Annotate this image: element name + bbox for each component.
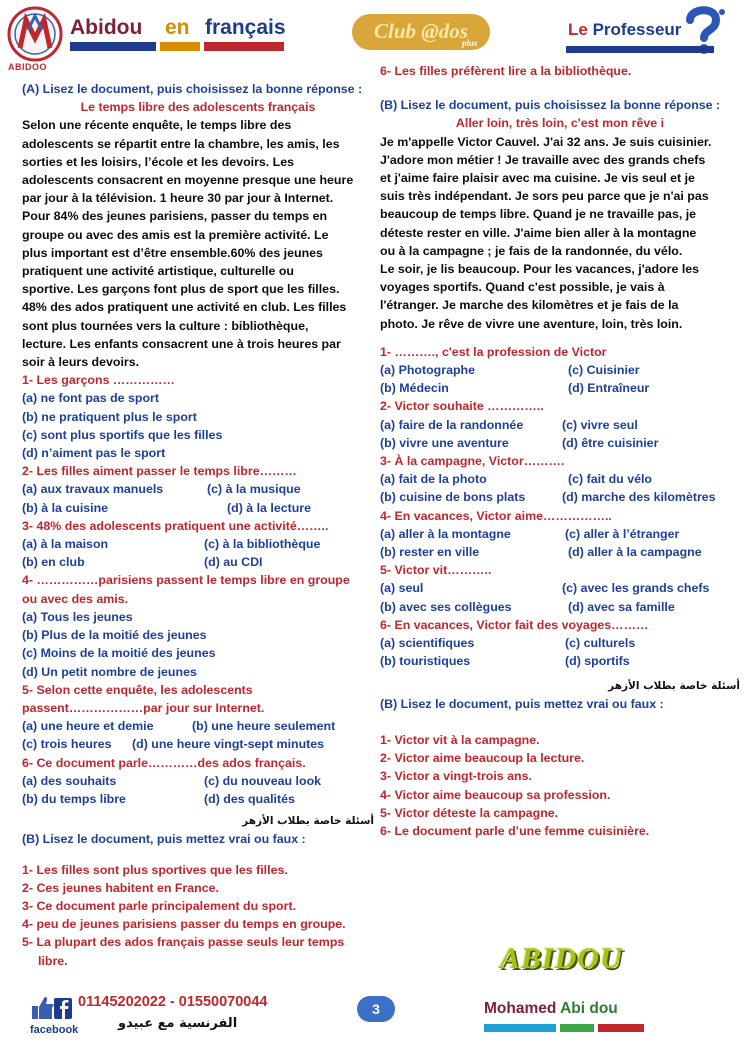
option-row [380, 361, 740, 379]
vf-item: 5- La plupart des ados français passe seuls leur temps [22, 935, 345, 950]
option[interactable]: (d) sportifs [565, 654, 630, 669]
option[interactable]: (a) Tous les jeunes [22, 609, 133, 624]
vf-item: 1- Victor vit à la campagne. [380, 732, 540, 747]
vf-item: 6- Le document parle d’une femme cuisinière. [380, 823, 650, 838]
option-row [380, 543, 740, 561]
text-line: adolescents consacrent en moyenne presque une heure [22, 173, 354, 188]
option[interactable]: (c) aller à l’étranger [565, 526, 680, 541]
option-row [380, 470, 740, 488]
prof-name: Professeur [592, 20, 682, 39]
option-row [380, 525, 740, 543]
phone-numbers: 01145202022 - 01550070044 [78, 994, 268, 1010]
brand-bar-red [204, 42, 284, 51]
text-line: beaucoup de temps libre. Quand je ne travaille pas, je [380, 207, 697, 222]
option-row [22, 553, 374, 571]
question-a3: 3- 48% des adolescents pratiquent une activité…….. [22, 518, 329, 533]
option[interactable]: (a) seul [380, 581, 424, 596]
option[interactable]: (d) des qualités [204, 791, 295, 806]
text-line: voyages sportifs. Quand c'est possible, je vais à [380, 280, 665, 295]
abidou-signature-logo: ABIDOU [500, 942, 623, 975]
option[interactable]: (b) à la cuisine [22, 500, 109, 515]
option-row [22, 717, 374, 735]
vf-item-6-prev: 6- Les filles préfèrent lire a la bibliothèque. [380, 64, 632, 78]
footer-bar-green [560, 1024, 594, 1032]
text-a-title: Le temps libre des adolescents français [80, 100, 316, 115]
author-first: Mohamed [484, 1000, 557, 1017]
option-row [22, 480, 374, 498]
option-row [22, 735, 374, 753]
footer-bar-blue [484, 1024, 556, 1032]
option[interactable]: (a) à la maison [22, 537, 109, 552]
text-line: pratiquent une activité artistique, culturelle ou [22, 264, 294, 279]
option[interactable]: (c) Cuisinier [568, 363, 640, 378]
option-row [380, 434, 740, 452]
option-row [22, 499, 374, 517]
option[interactable]: (b) Plus de la moitié des jeunes [22, 628, 207, 643]
text-line: l'étranger. Je marche des kilomètres et je fais de la [380, 298, 679, 313]
option-row [380, 652, 740, 670]
vf-item: 2- Victor aime beaucoup la lecture. [380, 751, 585, 766]
option[interactable]: (b) rester en ville [380, 545, 480, 560]
vf-heading: (B) Lisez le document, puis mettez vrai ou faux : [22, 832, 306, 847]
option-row [380, 488, 740, 506]
option[interactable]: (a) des souhaits [22, 773, 117, 788]
professeur-title [568, 20, 681, 40]
brand-francais: français [205, 16, 286, 39]
question-b3: 3- À la campagne, Victor………. [380, 454, 565, 469]
left-column [22, 80, 374, 970]
question-a2: 2- Les filles aiment passer le temps libre……… [22, 464, 297, 479]
right-column [380, 62, 740, 840]
facebook-like-icon[interactable] [30, 994, 74, 1020]
option-row [22, 772, 374, 790]
text-a-body [22, 116, 374, 371]
spacer [380, 333, 740, 343]
option[interactable]: (a) scientifiques [380, 636, 475, 651]
option[interactable]: (a) aux travaux manuels [22, 482, 164, 497]
option[interactable]: (c) du nouveau look [204, 773, 322, 788]
author-last: Abi dou [560, 1000, 618, 1017]
brand-abidou: Abidou [70, 16, 143, 39]
option-row [380, 579, 740, 597]
spacer [380, 80, 740, 96]
option[interactable]: (d) une heure vingt-sept minutes [132, 737, 325, 752]
option[interactable]: (b) avec ses collègues [380, 599, 512, 614]
option[interactable]: (c) à la bibliothèque [204, 537, 321, 552]
option[interactable]: (c) vivre seul [562, 417, 638, 432]
vf-item: 4- peu de jeunes parisiens passer du temps en groupe. [22, 917, 346, 932]
text-line: Je m'appelle Victor Cauvel. J'ai 32 ans. Je suis cuisinier. [380, 134, 712, 149]
text-line: sportive. Les garçons font plus de sport que les filles. [22, 282, 340, 297]
question-b4: 4- En vacances, Victor aime…………….. [380, 508, 612, 523]
text-line: déteste rester en ville. J'aime bien aller à la montagne [380, 225, 697, 240]
question-a4: 4- ……………parisiens passent le temps libre en groupe [22, 573, 350, 588]
option[interactable]: (c) trois heures [22, 737, 112, 752]
option-row [380, 634, 740, 652]
option[interactable]: (b) Médecin [380, 381, 449, 396]
section-b-heading: (B) Lisez le document, puis choisissez la bonne réponse : [380, 98, 721, 113]
vf-item: 3- Ce document parle principalement du sport. [22, 898, 297, 913]
page-number: 3 [357, 996, 395, 1022]
text-line: Selon une récente enquête, le temps libre des [22, 118, 292, 133]
vf-list [380, 731, 740, 840]
text-line: J'adore mon métier ! Je travaille avec des grands chefs [380, 152, 706, 167]
option[interactable]: (c) avec les grands chefs [562, 581, 710, 596]
arabic-footer: الفرنسية مع عبيدو [118, 1016, 238, 1031]
option-row [380, 379, 740, 397]
section-a-heading: (A) Lisez le document, puis choisissez la bonne réponse : [22, 82, 363, 96]
option[interactable]: (d) à la lecture [227, 500, 312, 515]
option[interactable]: (b) vivre une aventure [380, 435, 509, 450]
option[interactable]: (b) ne pratiquent plus le sport [22, 409, 197, 424]
option[interactable]: (c) sont plus sportifs que les filles [22, 427, 223, 442]
text-line: groupe ou avec des amis est la première activité. Le [22, 227, 329, 242]
option[interactable]: (a) fait de la photo [380, 472, 487, 487]
professeur-bar [566, 46, 714, 53]
text-line: plus important est d’être ensemble.60% des jeunes [22, 245, 323, 260]
option[interactable]: (b) du temps libre [22, 791, 126, 806]
option[interactable]: (b) touristiques [380, 654, 471, 669]
club-ados-logo: Club @dos [352, 14, 490, 50]
vf-list [22, 861, 374, 970]
option[interactable]: (a) faire de la randonnée [380, 417, 524, 432]
club-plus-label: plus [462, 38, 478, 48]
vf-item-cont: libre. [38, 953, 68, 968]
option[interactable]: (d) Un petit nombre de jeunes [22, 664, 197, 679]
option[interactable]: (c) fait du vélo [568, 472, 652, 487]
option[interactable]: (c) Moins de la moitié des jeunes [22, 646, 216, 661]
text-line: lecture. Les enfants consacrent une à trois heures par [22, 336, 341, 351]
brand-bar-blue [70, 42, 156, 51]
question-b6: 6- En vacances, Victor fait des voyages……… [380, 617, 649, 632]
text-line: soir à leurs devoirs. [22, 355, 140, 370]
option[interactable]: (d) n’aiment pas le sport [22, 446, 166, 461]
text-line: photo. Je rêve de vivre une aventure, loin, très loin. [380, 316, 683, 331]
vf-item: 5- Victor déteste la campagne. [380, 805, 559, 820]
text-line: Pour 84% des jeunes parisiens, passer du temps en [22, 209, 328, 224]
question-b2: 2- Victor souhaite ………….. [380, 399, 544, 414]
vf-item: 1- Les filles sont plus sportives que les filles. [22, 862, 288, 877]
text-line: 48% des ados pratiquent une activité en club. Les filles [22, 300, 347, 315]
text-line: Le soir, je lis beaucoup. Pour les vacances, j'adore les [380, 262, 700, 277]
text-b-title: Aller loin, très loin, c'est mon rêve i [455, 116, 665, 131]
text-line: et j'aime faire plaisir avec ma cuisine. Je vis seul et je [380, 171, 695, 186]
option[interactable]: (d) au CDI [204, 555, 263, 570]
question-a5-cont: passent………………par jour sur Internet. [22, 700, 265, 715]
logo-text: ABIDOO [8, 62, 47, 72]
option[interactable]: (d) être cuisinier [562, 435, 659, 450]
vf-item: 3- Victor a vingt-trois ans. [380, 769, 532, 784]
brand-bar-orange [160, 42, 200, 51]
question-b1: 1- ………., c'est la profession de Victor [380, 344, 607, 359]
vf-heading: (B) Lisez le document, puis mettez vrai ou faux : [380, 696, 664, 711]
option[interactable]: (c) à la musique [207, 482, 301, 497]
option-row [22, 790, 374, 808]
azhar-note: أسئلة خاصة بطلاب الأزهر [242, 815, 374, 828]
question-a5: 5- Selon cette enquête, les adolescents [22, 682, 253, 697]
text-line: ou à la campagne ; je fais de la randonnée, du vélo. [380, 243, 683, 258]
text-line: suis très indépendant. Je sors peu parce que je n'ai pas [380, 189, 709, 204]
option[interactable]: (d) aller à la campagne [568, 545, 702, 560]
text-b-body [380, 133, 740, 333]
brand-en: en [165, 16, 190, 39]
text-line: sont plus tournées vers la culture : bibliothèque, [22, 318, 309, 333]
option[interactable]: (b) cuisine de bons plats [380, 490, 526, 505]
option[interactable]: (b) en club [22, 555, 85, 570]
text-line: par jour à la télévision. 1 heure 30 par jour à Internet. [22, 191, 334, 206]
option[interactable]: (d) marche des kilomètres [562, 490, 716, 505]
option[interactable]: (c) culturels [565, 636, 636, 651]
option[interactable]: (d) avec sa famille [568, 599, 675, 614]
option[interactable]: (a) aller à la montagne [380, 526, 511, 541]
option[interactable]: (a) ne font pas de sport [22, 391, 159, 406]
prof-le: Le [568, 20, 588, 39]
footer-bar-red [598, 1024, 644, 1032]
option-row [380, 416, 740, 434]
author-name [484, 1000, 618, 1018]
facebook-label[interactable]: facebook [30, 1024, 79, 1036]
question-a1: 1- Les garçons …………… [22, 373, 175, 388]
option[interactable]: (b) une heure seulement [192, 719, 336, 734]
question-a4-cont: ou avec des amis. [22, 591, 129, 606]
vf-item: 2- Ces jeunes habitent en France. [22, 880, 219, 895]
text-line: adolescents se répartit entre la chambre, les amis, les [22, 136, 340, 151]
option[interactable]: (a) Photographe [380, 363, 475, 378]
vf-item: 4- Victor aime beaucoup sa profession. [380, 787, 611, 802]
text-line: sorties et les loisirs, l’école et les devoirs. Les [22, 154, 295, 169]
question-b5: 5- Victor vit……….. [380, 563, 492, 578]
option-row [22, 535, 374, 553]
azhar-note: أسئلة خاصة بطلاب الأزهر [608, 679, 740, 692]
option-row [380, 598, 740, 616]
option[interactable]: (d) Entraîneur [568, 381, 650, 396]
option[interactable]: (a) une heure et demie [22, 719, 154, 734]
question-a6: 6- Ce document parle…………des ados français. [22, 755, 306, 770]
